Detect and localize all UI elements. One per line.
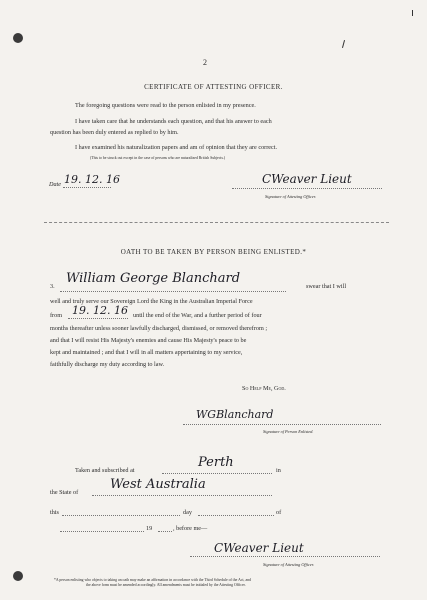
oath-line-2: well and truly serve our Sovereign Lord the King in the Australian Imperial Force bbox=[50, 298, 253, 305]
before-me-label: , before me— bbox=[173, 525, 208, 532]
day-line bbox=[62, 515, 180, 516]
state-label: the State of bbox=[50, 489, 79, 496]
of-label: of bbox=[276, 509, 282, 516]
name-line bbox=[60, 291, 286, 292]
page-number: 2 bbox=[203, 58, 207, 67]
month-line bbox=[198, 515, 274, 516]
certificate-line-2b: question has been duly entered as replied to by him. bbox=[50, 129, 179, 136]
state-line bbox=[92, 495, 272, 496]
certificate-line-3: I have examined his naturalization papers and am of opinion that they are correct. bbox=[75, 144, 278, 151]
service-from-date: 19. 12. 16 bbox=[72, 304, 128, 317]
oath-line-3-suffix: until the end of the War, and a further period of four bbox=[133, 312, 262, 319]
day-label: day bbox=[183, 509, 192, 516]
officer-signature-label-2: Signature of Attesting Officer. bbox=[263, 562, 315, 567]
this-label: this bbox=[50, 509, 59, 516]
oath-line-5: and that I will resist His Majesty's enemies and cause His Majesty's peace to be bbox=[50, 337, 247, 344]
so-help-me-god: So Help Me, God. bbox=[242, 385, 286, 392]
margin-mark-top-right bbox=[412, 10, 413, 16]
date-line bbox=[63, 187, 111, 188]
punch-hole-bottom bbox=[13, 571, 23, 581]
oath-title: OATH TO BE TAKEN BY PERSON BEING ENLISTED.* bbox=[120, 248, 307, 256]
certificate-line-1: The foregoing questions were read to the person enlisted in my presence. bbox=[75, 102, 256, 109]
state-value: West Australia bbox=[110, 477, 206, 492]
in-label: in bbox=[276, 467, 281, 474]
oath-number: 3. bbox=[50, 283, 55, 290]
year-suffix-line bbox=[158, 531, 172, 532]
oath-line-4: months thereafter unless sooner lawfully discharged, dismissed, or removed therefrom ; bbox=[50, 325, 268, 332]
year-label: 19 bbox=[146, 525, 153, 532]
naturalization-note: (This to be struck out except in the case of persons who are naturalized British Subjects.) bbox=[90, 156, 226, 160]
enlistee-signature-line bbox=[183, 424, 381, 425]
officer-signature-line-2 bbox=[190, 556, 380, 557]
section-divider bbox=[44, 222, 389, 223]
oath-line-6: kept and maintained ; and that I will in all matters appertaining to my service, bbox=[50, 349, 243, 356]
footnote-line-2: the above form must be amended accordingly. All amendments must be initialed by the Attesting Officer. bbox=[86, 583, 246, 587]
enlistee-signature: WGBlanchard bbox=[196, 408, 274, 421]
officer-signature-1: CWeaver Lieut bbox=[262, 172, 352, 186]
officer-signature-label-1: Signature of Attesting Officer. bbox=[265, 194, 317, 199]
date-value: 19. 12. 16 bbox=[64, 173, 120, 186]
punch-hole-top bbox=[13, 33, 23, 43]
officer-signature-2: CWeaver Lieut bbox=[214, 541, 304, 555]
place-line bbox=[162, 473, 272, 474]
from-label: from bbox=[50, 312, 63, 319]
oath-line-7: faithfully discharge my duty according to law. bbox=[50, 361, 165, 368]
oath-line-1-suffix: swear that I will bbox=[306, 283, 347, 290]
certificate-title: CERTIFICATE OF ATTESTING OFFICER. bbox=[144, 83, 283, 91]
certificate-line-2a: I have taken care that he understands each question, and that his answer to each bbox=[75, 118, 272, 125]
from-date-line bbox=[68, 318, 128, 319]
footnote-line-1: *A person enlisting who objects to taking an oath may make an affirmation in accordance with the Third Schedule of the Act, and bbox=[54, 578, 251, 582]
enlistee-name: William George Blanchard bbox=[66, 271, 241, 286]
margin-mark-right bbox=[342, 40, 345, 48]
taken-subscribed-label: Taken and subscribed at bbox=[75, 467, 135, 474]
officer-signature-line-1 bbox=[232, 188, 382, 189]
date-label: Date bbox=[49, 181, 62, 188]
enlistee-signature-label: Signature of Person Enlisted. bbox=[263, 429, 314, 434]
subscribed-place: Perth bbox=[198, 455, 234, 470]
year-prefix-line bbox=[60, 531, 144, 532]
